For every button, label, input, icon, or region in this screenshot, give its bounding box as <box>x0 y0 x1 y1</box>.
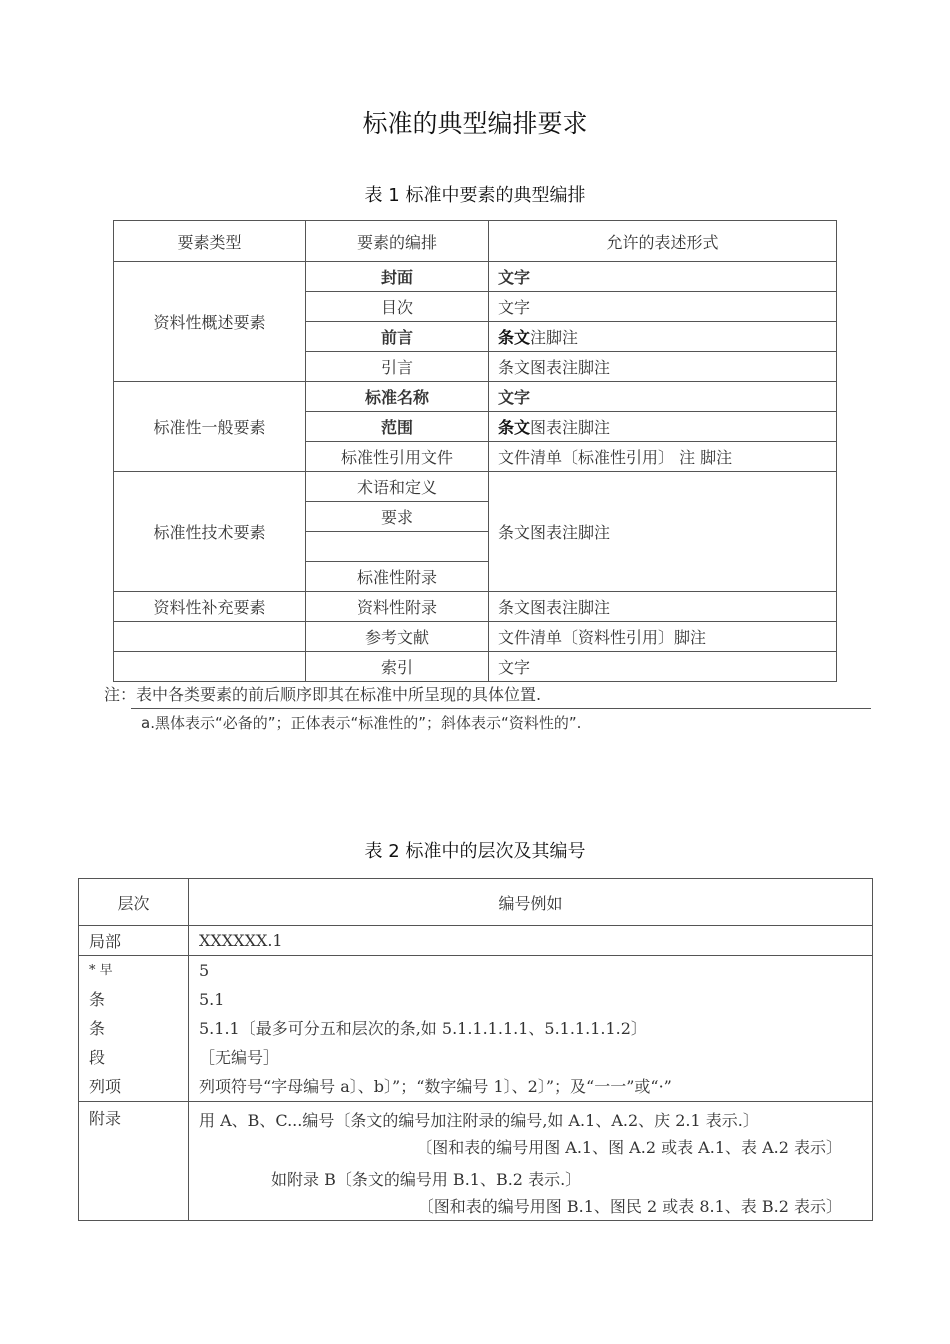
level-line: * 早 <box>89 963 113 978</box>
level-line: 条 <box>89 990 106 1009</box>
header-element-type: 要素类型 <box>114 221 306 262</box>
group-cell: 标准性一般要素 <box>114 382 306 472</box>
level-line: 列项 <box>89 1077 122 1096</box>
item-cell: 要求 <box>306 502 489 532</box>
group-cell-empty <box>114 652 306 682</box>
table-row <box>79 956 873 1102</box>
header-example: 编号例如 <box>189 879 873 926</box>
table-row <box>114 652 837 682</box>
table-header-row <box>114 221 837 262</box>
item-cell <box>306 532 489 562</box>
table1-caption: 表 1 标准中要素的典型编排 <box>364 185 586 206</box>
item-cell: 术语和定义 <box>306 472 489 502</box>
form-cell: 文字 <box>489 652 837 682</box>
example-cell <box>189 956 873 1102</box>
item-cell: 索引 <box>306 652 489 682</box>
level-line: 段 <box>89 1048 106 1067</box>
appendix-line: 〔图和表的编号用图 B.1、图民 2 或表 8.1、表 B.2 表示〕 <box>417 1197 842 1216</box>
item-cell: 前言 <box>306 322 489 352</box>
table-row <box>79 1102 873 1221</box>
table-row <box>114 262 837 292</box>
example-line: 5.1.1〔最多可分五和层次的条,如 5.1.1.1.1.1、5.1.1.1.1.2〕 <box>199 1019 647 1038</box>
item-cell: 参考文献 <box>306 622 489 652</box>
level-cell: 附录 <box>79 1102 189 1221</box>
level-cell: 局部 <box>79 926 189 956</box>
example-line: 列项符号“字母编号 a〕、b〕”；“数字编号 1〕、2〕”；及“一一”或“·” <box>199 1077 672 1096</box>
example-cell <box>189 1102 873 1221</box>
table1-note: 注：表中各类要素的前后顺序即其在标准中所呈现的具体位置. <box>104 685 542 704</box>
appendix-line: 用 A、B、C...编号〔条文的编号加注附录的编号,如 A.1、A.2、庆 2.1 表示.〕 <box>199 1111 759 1130</box>
example-line: 5 <box>199 961 210 980</box>
form-rest: 注脚注 <box>530 328 579 347</box>
item-cell: 标准性引用文件 <box>306 442 489 472</box>
item-cell: 引言 <box>306 352 489 382</box>
note-divider <box>131 708 871 709</box>
form-cell <box>489 412 837 442</box>
example-line: 5.1 <box>199 990 225 1009</box>
item-cell: 范围 <box>306 412 489 442</box>
levels-table <box>78 878 873 1221</box>
item-cell: 标准性附录 <box>306 562 489 592</box>
example-line: ［无编号］ <box>199 1048 280 1067</box>
header-level: 层次 <box>79 879 189 926</box>
form-cell: 条文图表注脚注 <box>489 352 837 382</box>
table-row <box>114 622 837 652</box>
form-rest: 图表注脚注 <box>530 418 611 437</box>
form-cell <box>489 322 837 352</box>
level-line: 条 <box>89 1019 106 1038</box>
form-cell: 文件清单〔资料性引用〕脚注 <box>489 622 837 652</box>
elements-table <box>113 220 837 682</box>
appendix-line: 〔图和表的编号用图 A.1、图 A.2 或表 A.1、表 A.2 表示〕 <box>416 1138 842 1157</box>
form-bold: 条文 <box>498 328 531 347</box>
item-cell: 目次 <box>306 292 489 322</box>
group-cell: 资料性补充要素 <box>114 592 306 622</box>
item-cell: 封面 <box>306 262 489 292</box>
group-cell: 标准性技术要素 <box>114 472 306 592</box>
page-title: 标准的典型编排要求 <box>362 109 588 138</box>
form-bold: 条文 <box>498 418 531 437</box>
form-cell: 文字 <box>489 262 837 292</box>
form-cell: 文字 <box>489 382 837 412</box>
level-cell <box>79 956 189 1102</box>
form-cell: 文字 <box>489 292 837 322</box>
header-allowed-forms: 允许的表述形式 <box>489 221 837 262</box>
table-row <box>114 592 837 622</box>
example-cell: XXXXXX.1 <box>189 926 873 956</box>
table-header-row <box>79 879 873 926</box>
form-cell: 条文图表注脚注 <box>489 592 837 622</box>
table2-caption: 表 2 标准中的层次及其编号 <box>364 841 586 862</box>
table-row <box>114 472 837 502</box>
group-cell-empty <box>114 622 306 652</box>
table-row <box>79 926 873 956</box>
form-cell: 文件清单〔标准性引用〕 注 脚注 <box>489 442 837 472</box>
item-cell: 资料性附录 <box>306 592 489 622</box>
table1-footnote: a.黑体表示“必备的”；正体表示“标准性的”；斜体表示“资料性的”. <box>141 714 582 732</box>
appendix-line: 如附录 B〔条文的编号用 B.1、B.2 表示.〕 <box>271 1170 582 1189</box>
header-element-layout: 要素的编排 <box>306 221 489 262</box>
item-cell: 标准名称 <box>306 382 489 412</box>
group-cell: 资料性概述要素 <box>114 262 306 382</box>
form-cell: 条文图表注脚注 <box>489 472 837 592</box>
table-row <box>114 382 837 412</box>
